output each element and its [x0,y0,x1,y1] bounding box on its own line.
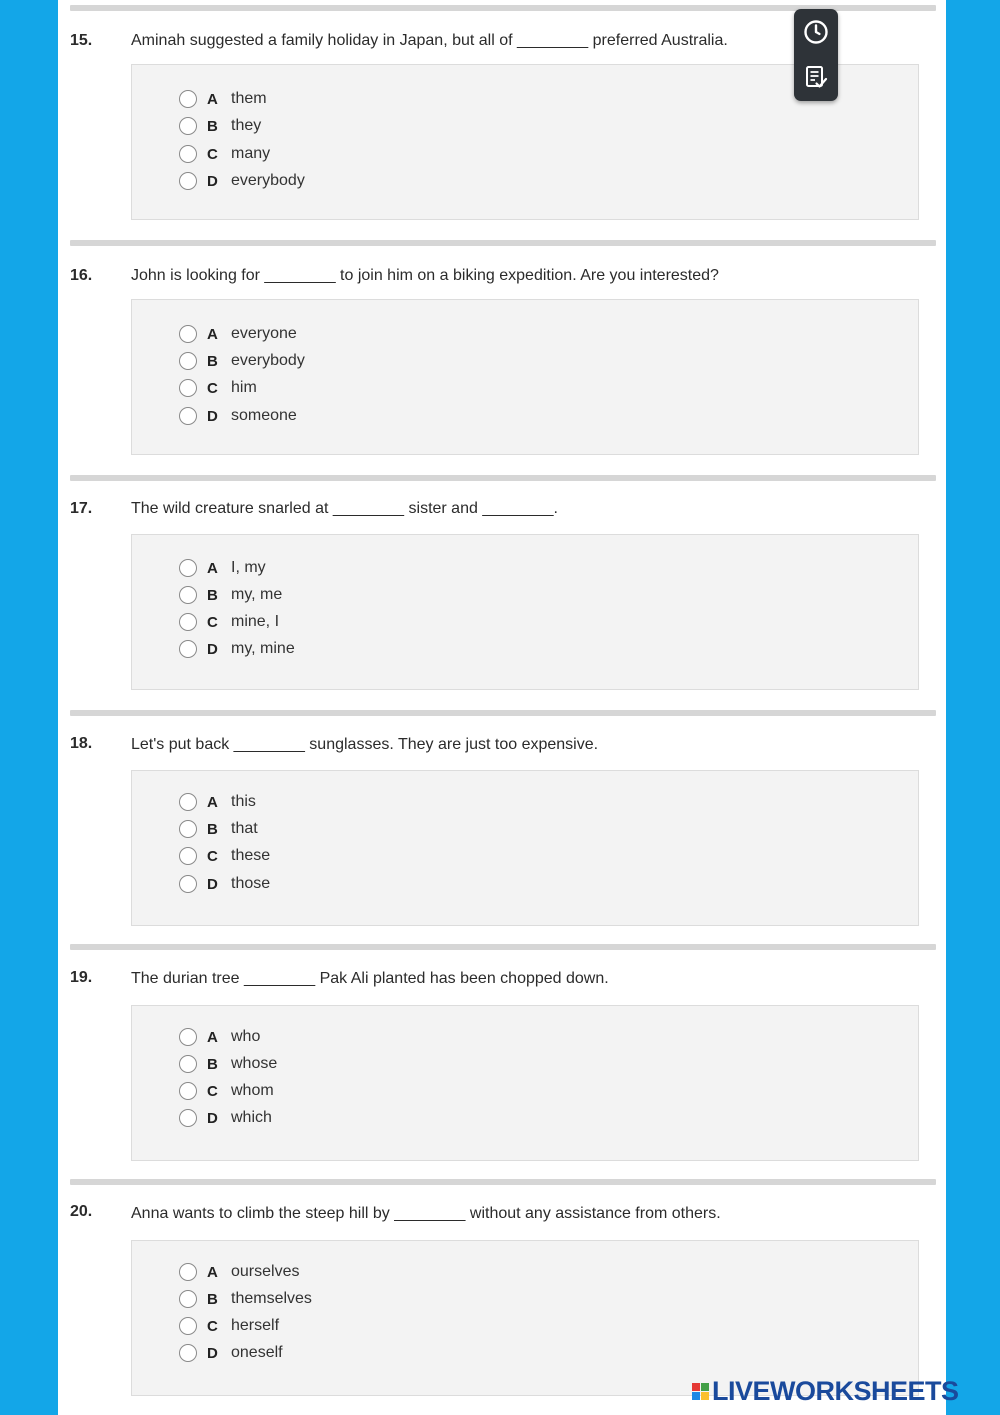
options-panel [131,1240,919,1396]
radio-button[interactable] [179,640,197,658]
radio-button[interactable] [179,325,197,343]
radio-button[interactable] [179,613,197,631]
radio-button[interactable] [179,1055,197,1073]
option-text: which [231,1109,272,1126]
radio-button[interactable] [179,1082,197,1100]
option-d[interactable] [179,873,270,895]
option-b[interactable] [179,1288,312,1310]
option-letter: A [207,1028,218,1046]
option-a[interactable] [179,1261,299,1283]
radio-button[interactable] [179,847,197,865]
option-letter: B [207,117,218,135]
radio-button[interactable] [179,352,197,370]
logo-square [692,1383,700,1391]
timer-button[interactable] [800,16,832,48]
option-text: I, my [231,559,266,576]
question-text: John is looking for ________ to join him on a biking expedition. Are you interested? [131,267,719,284]
option-c[interactable] [179,1315,279,1337]
option-letter: B [207,586,218,604]
option-text: that [231,820,258,837]
option-a[interactable] [179,791,256,813]
question-number: 18. [70,735,93,752]
radio-button[interactable] [179,379,197,397]
option-text: my, mine [231,640,295,657]
option-b[interactable] [179,115,261,137]
option-letter: D [207,172,218,190]
option-letter: B [207,1055,218,1073]
radio-button[interactable] [179,1263,197,1281]
option-letter: A [207,90,218,108]
option-text: my, me [231,586,283,603]
options-panel [131,299,919,455]
question-divider [70,710,936,716]
logo-mark-icon [692,1383,709,1400]
option-letter: C [207,847,218,865]
option-text: oneself [231,1344,283,1361]
question-text: Let's put back ________ sunglasses. They are just too expensive. [131,736,599,753]
option-letter: B [207,352,218,370]
option-letter: B [207,1290,218,1308]
options-panel [131,534,919,690]
logo-square [692,1392,700,1400]
option-b[interactable] [179,1053,277,1075]
option-d[interactable] [179,170,305,192]
options-panel [131,1005,919,1161]
question-divider [70,240,936,246]
option-a[interactable] [179,557,266,579]
radio-button[interactable] [179,793,197,811]
option-text: them [231,90,267,107]
option-c[interactable] [179,143,270,165]
option-letter: A [207,793,218,811]
option-b[interactable] [179,818,258,840]
question-text: The wild creature snarled at ________ sister and ________. [131,500,558,517]
option-letter: C [207,379,218,397]
radio-button[interactable] [179,1344,197,1362]
option-c[interactable] [179,377,257,399]
option-c[interactable] [179,611,279,633]
option-letter: C [207,1317,218,1335]
question-text: Anna wants to climb the steep hill by ________ without any assistance from others. [131,1205,721,1222]
option-letter: D [207,1344,218,1362]
option-letter: D [207,875,218,893]
options-panel [131,770,919,926]
option-letter: A [207,325,218,343]
option-letter: B [207,820,218,838]
option-d[interactable] [179,1342,283,1364]
check-answers-icon [803,64,829,90]
radio-button[interactable] [179,117,197,135]
option-text: who [231,1028,261,1045]
option-a[interactable] [179,1026,260,1048]
radio-button[interactable] [179,1290,197,1308]
option-text: whose [231,1055,278,1072]
option-text: this [231,793,256,810]
option-text: ourselves [231,1263,300,1280]
option-letter: D [207,1109,218,1127]
radio-button[interactable] [179,875,197,893]
option-text: herself [231,1317,280,1334]
option-a[interactable] [179,323,297,345]
question-number: 16. [70,267,93,284]
question-text: The durian tree ________ Pak Ali planted has been chopped down. [131,970,609,987]
logo-text: LIVEWORKSHEETS [712,1375,959,1406]
question-divider [70,1179,936,1185]
option-text: him [231,379,257,396]
option-text: those [231,875,271,892]
check-answers-button[interactable] [800,61,832,93]
question-text: Aminah suggested a family holiday in Japan, but all of ________ preferred Australia. [131,32,728,49]
worksheet-page [58,0,946,1415]
option-letter: C [207,1082,218,1100]
question-number: 17. [70,500,93,517]
option-d[interactable] [179,638,295,660]
radio-button[interactable] [179,586,197,604]
option-a[interactable] [179,88,267,110]
radio-button[interactable] [179,820,197,838]
option-text: they [231,117,262,134]
option-text: everyone [231,325,297,342]
timer-icon [803,19,829,45]
option-letter: C [207,613,218,631]
option-text: these [231,847,271,864]
question-number: 15. [70,32,93,49]
question-divider [70,475,936,481]
radio-button[interactable] [179,90,197,108]
option-text: themselves [231,1290,312,1307]
option-b[interactable] [179,350,305,372]
option-b[interactable] [179,584,282,606]
radio-button[interactable] [179,1317,197,1335]
option-c[interactable] [179,1080,274,1102]
option-letter: A [207,559,218,577]
option-c[interactable] [179,845,270,867]
radio-button[interactable] [179,145,197,163]
option-text: everybody [231,352,305,369]
option-letter: C [207,145,218,163]
radio-button[interactable] [179,172,197,190]
option-text: someone [231,407,297,424]
radio-button[interactable] [179,1028,197,1046]
option-letter: D [207,640,218,658]
option-text: everybody [231,172,305,189]
radio-button[interactable] [179,1109,197,1127]
radio-button[interactable] [179,407,197,425]
option-d[interactable] [179,1107,272,1129]
logo-square [701,1383,709,1391]
option-letter: D [207,407,218,425]
floating-toolbar [794,9,838,101]
option-text: mine, I [231,613,280,630]
option-letter: A [207,1263,218,1281]
option-text: many [231,145,271,162]
logo-square [701,1392,709,1400]
radio-button[interactable] [179,559,197,577]
question-number: 19. [70,969,93,986]
option-text: whom [231,1082,274,1099]
question-divider [70,944,936,950]
question-number: 20. [70,1203,93,1220]
option-d[interactable] [179,405,297,427]
liveworksheets-logo [692,1376,959,1406]
